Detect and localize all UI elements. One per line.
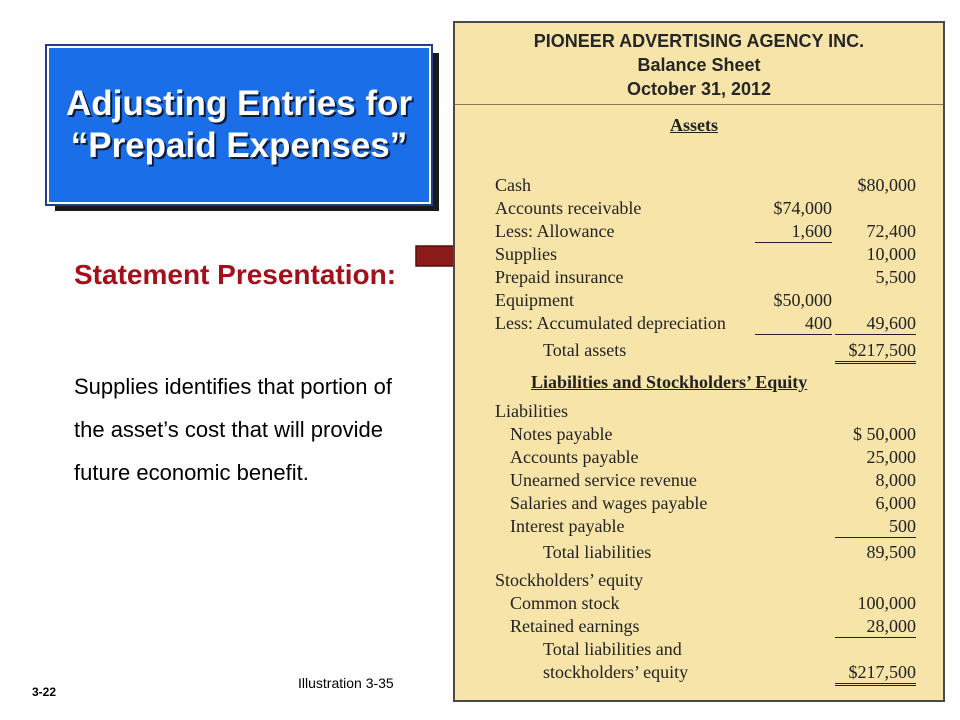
balance-sheet-row bbox=[455, 662, 943, 685]
balance-sheet-row bbox=[455, 198, 943, 221]
row-label: Notes payable bbox=[510, 424, 613, 444]
balance-sheet-row bbox=[455, 267, 943, 290]
row-label: Total liabilities and bbox=[543, 639, 682, 659]
balance-sheet-row bbox=[455, 175, 943, 198]
balance-sheet-row bbox=[455, 570, 943, 593]
row-amount: 6,000 bbox=[875, 493, 916, 513]
title-box bbox=[47, 46, 431, 204]
row-label: Total assets bbox=[543, 340, 627, 360]
row-label: Equipment bbox=[495, 290, 574, 310]
row-amount: 500 bbox=[835, 516, 916, 538]
row-label: Prepaid insurance bbox=[495, 267, 624, 287]
row-amount: $ 50,000 bbox=[853, 424, 916, 444]
row-amount: 8,000 bbox=[875, 470, 916, 490]
row-label: Interest payable bbox=[510, 516, 625, 536]
balance-sheet-row bbox=[455, 493, 943, 516]
row-subtotal: 400 bbox=[755, 313, 832, 335]
liabilities-equity-heading: Liabilities and Stockholders’ Equity bbox=[531, 372, 808, 392]
row-amount: 10,000 bbox=[866, 244, 916, 264]
row-label: Liabilities bbox=[495, 401, 568, 421]
row-amount: 72,400 bbox=[866, 221, 916, 241]
balance-sheet-row bbox=[455, 470, 943, 493]
balance-sheet-row bbox=[455, 593, 943, 616]
row-amount: 5,500 bbox=[875, 267, 916, 287]
row-label: Salaries and wages payable bbox=[510, 493, 708, 513]
row-label: Cash bbox=[495, 175, 531, 195]
row-label: Supplies bbox=[495, 244, 558, 264]
slide-title: Adjusting Entries for “Prepaid Expenses” bbox=[65, 84, 413, 165]
balance-sheet-row bbox=[455, 290, 943, 313]
row-label: Retained earnings bbox=[510, 616, 640, 636]
row-label: Stockholders’ equity bbox=[495, 570, 644, 590]
balance-sheet bbox=[453, 21, 945, 702]
row-subtotal: $50,000 bbox=[773, 290, 832, 310]
balance-sheet-row bbox=[455, 244, 943, 267]
row-label: Common stock bbox=[510, 593, 620, 613]
balance-sheet-row bbox=[455, 447, 943, 470]
statement-name: Balance Sheet bbox=[637, 55, 761, 75]
row-label: Unearned service revenue bbox=[510, 470, 697, 490]
row-amount: 28,000 bbox=[835, 616, 916, 638]
balance-sheet-row bbox=[455, 424, 943, 447]
statement-date: October 31, 2012 bbox=[626, 79, 772, 99]
balance-sheet-row bbox=[455, 313, 943, 336]
balance-sheet-row bbox=[455, 639, 943, 662]
row-label: Total liabilities bbox=[543, 542, 652, 562]
balance-sheet-header bbox=[455, 23, 943, 105]
assets-heading: Assets bbox=[670, 115, 718, 135]
company-name: PIONEER ADVERTISING AGENCY INC. bbox=[533, 31, 865, 51]
description-text: Supplies identifies that portion of the asset’s cost that will provide future economic benefit. bbox=[74, 374, 392, 485]
row-amount: 100,000 bbox=[857, 593, 916, 613]
row-amount: 89,500 bbox=[866, 542, 916, 562]
row-subtotal: $74,000 bbox=[773, 198, 832, 218]
illustration-label: Illustration 3-35 bbox=[298, 675, 394, 691]
row-label: stockholders’ equity bbox=[543, 662, 689, 682]
row-label: Accounts receivable bbox=[495, 198, 642, 218]
row-amount: 49,600 bbox=[835, 313, 916, 335]
row-amount: $80,000 bbox=[857, 175, 916, 195]
row-amount: $217,500 bbox=[835, 340, 916, 364]
row-label: Accounts payable bbox=[510, 447, 639, 467]
row-amount: $217,500 bbox=[835, 662, 916, 686]
row-subtotal: 1,600 bbox=[755, 221, 832, 243]
balance-sheet-row bbox=[455, 401, 943, 424]
balance-sheet-row bbox=[455, 221, 943, 244]
row-label: Less: Allowance bbox=[495, 221, 615, 241]
slide-number: 3-22 bbox=[32, 685, 57, 699]
row-label: Less: Accumulated depreciation bbox=[495, 313, 726, 333]
balance-sheet-row bbox=[455, 542, 943, 565]
balance-sheet-row bbox=[455, 516, 943, 539]
row-amount: 25,000 bbox=[866, 447, 916, 467]
balance-sheet-row bbox=[455, 340, 943, 363]
balance-sheet-row bbox=[455, 616, 943, 639]
statement-presentation-heading: Statement Presentation: bbox=[74, 259, 397, 290]
